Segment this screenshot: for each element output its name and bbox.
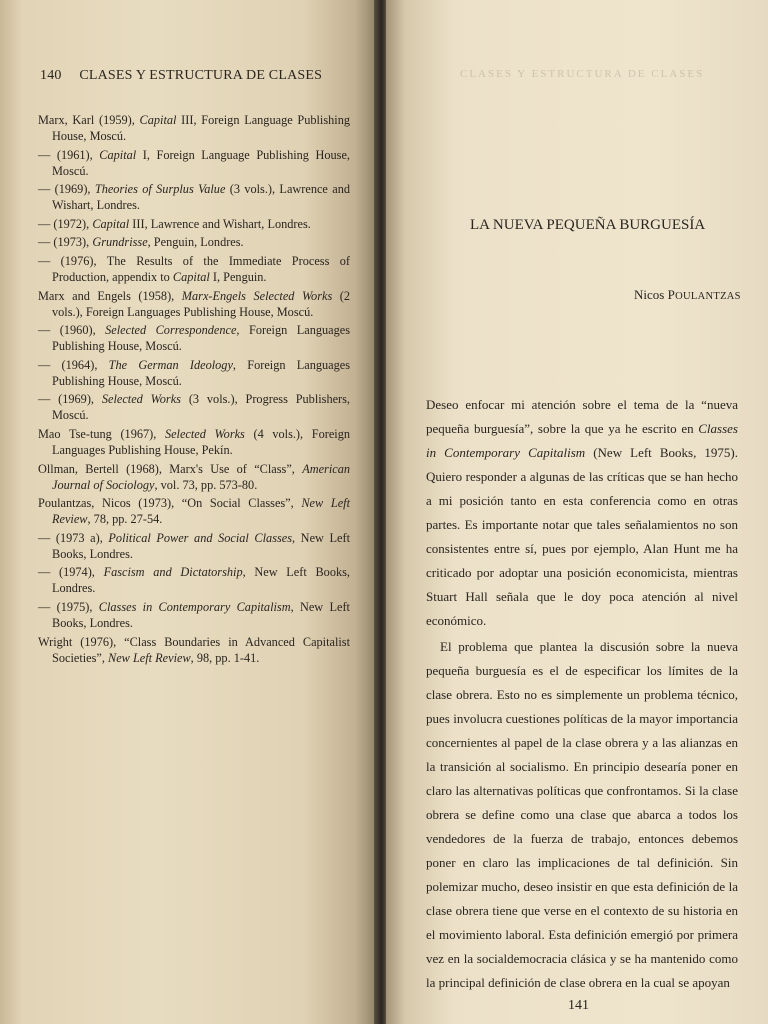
reference-entry: Mao Tse-tung (1967), Selected Works (4 vols.), Foreign Languages Publishing House, Pekín.: [38, 426, 350, 457]
reference-entry: Ollman, Bertell (1968), Marx's Use of “Class”, American Journal of Sociology, vol. 73, pp. 573-80.: [38, 461, 350, 492]
reference-entry: Marx and Engels (1958), Marx-Engels Selected Works (2 vols.), Foreign Languages Publishing House, Moscú.: [38, 288, 351, 319]
reference-entry: — (1973 a), Political Power and Social Classes, New Left Books, Londres.: [38, 530, 350, 561]
reference-entry: — (1974), Fascism and Dictatorship, New Left Books, Londres.: [38, 565, 350, 596]
left-page: [0, 0, 378, 1024]
left-running-head: [40, 68, 322, 84]
reference-entry: — (1960), Selected Correspondence, Foreign Languages Publishing House, Moscú.: [38, 323, 350, 354]
article-body: [426, 393, 738, 995]
bleed-through-running-head: CLASES Y ESTRUCTURA DE CLASES: [460, 68, 705, 80]
author-first-name: Nicos: [634, 287, 665, 302]
reference-entry: — (1973), Grundrisse, Penguin, Londres.: [38, 235, 244, 250]
reference-entry: — (1975), Classes in Contemporary Capitalism, New Left Books, Londres.: [38, 599, 350, 630]
reference-entry: — (1961), Capital I, Foreign Language Publishing House, Moscú.: [38, 147, 350, 178]
reference-entry: — (1969), Theories of Surplus Value (3 vols.), Lawrence and Wishart, Londres.: [38, 182, 350, 213]
reference-entry: — (1964), The German Ideology, Foreign Languages Publishing House, Moscú.: [38, 357, 351, 388]
left-page-number: 140: [40, 68, 62, 83]
reference-entry: Marx, Karl (1959), Capital III, Foreign Language Publishing House, Moscú.: [38, 113, 350, 143]
reference-entry: — (1972), Capital III, Lawrence and Wishart, Londres.: [38, 216, 311, 231]
book-title-italic: Classes in Contemporary Capitalism: [426, 421, 738, 460]
author-last-name: POULANTZAS: [667, 287, 741, 302]
reference-entry: Poulantzas, Nicos (1973), “On Social Classes”, New Left Review, 78, pp. 27-54.: [38, 496, 350, 527]
paragraph-1: [426, 393, 738, 633]
paragraph-2: El problema que plantea la discusión sobre la nueva pequeña burguesía es el de especificar los límites de la clase obrera. Esto no es simplemente un problema técnico, pues involucra cuestiones políticas de la mayor importancia concernientes al papel de la clase obrera y a las alianzas en la transición al socialismo. En principio desearía poner en claro las alternativas políticas que confrontamos. Si la clase obrera se define como una clase que abarca a todos los vendedores de la fuerza de trabajo, entonces debemos poner en claro las implicaciones de tal definición. Sin polemizar mucho, deseo insistir en que esta definición de la clase obrera tiene que verse en el contexto de su historia en el movimiento laboral. Esta definición emergió por primera vez en la socialdemocracia clásica y se ha mantenido como la principal definición de clase obrera en la cual se apoyan: [426, 639, 738, 990]
running-title: CLASES Y ESTRUCTURA DE CLASES: [79, 68, 323, 83]
right-page-number: 141: [568, 998, 589, 1013]
reference-entry: Wright (1976), “Class Boundaries in Advanced Capitalist Societies”, New Left Review, 98, pp. 1-41.: [38, 634, 350, 665]
paragraph-1-text: Deseo enfocar mi atención sobre el tema de la “nueva pequeña burguesía”, sobre la que ya he escrito en: [426, 397, 738, 436]
article-author: [634, 287, 741, 303]
reference-entry: — (1969), Selected Works (3 vols.), Progress Publishers, Moscú.: [38, 392, 351, 423]
article-title: LA NUEVA PEQUEÑA BURGUESÍA: [470, 217, 706, 233]
bibliography-list: [38, 112, 350, 668]
paragraph-1-text-cont: (New Left Books, 1975). Quiero responder a algunas de las críticas que se han hecho a mi posición tanto en esta conferencia como en otras partes. Es importante notar que tales señalamientos no son consistentes entre sí, pues por ejemplo, Alan Hunt me ha criticado por adoptar una posición economicista, mientras Stuart Hall señala que le doy poca atención al nivel económico.: [426, 445, 738, 628]
reference-entry: — (1976), The Results of the Immediate Process of Production, appendix to Capital I, Penguin.: [38, 253, 350, 284]
